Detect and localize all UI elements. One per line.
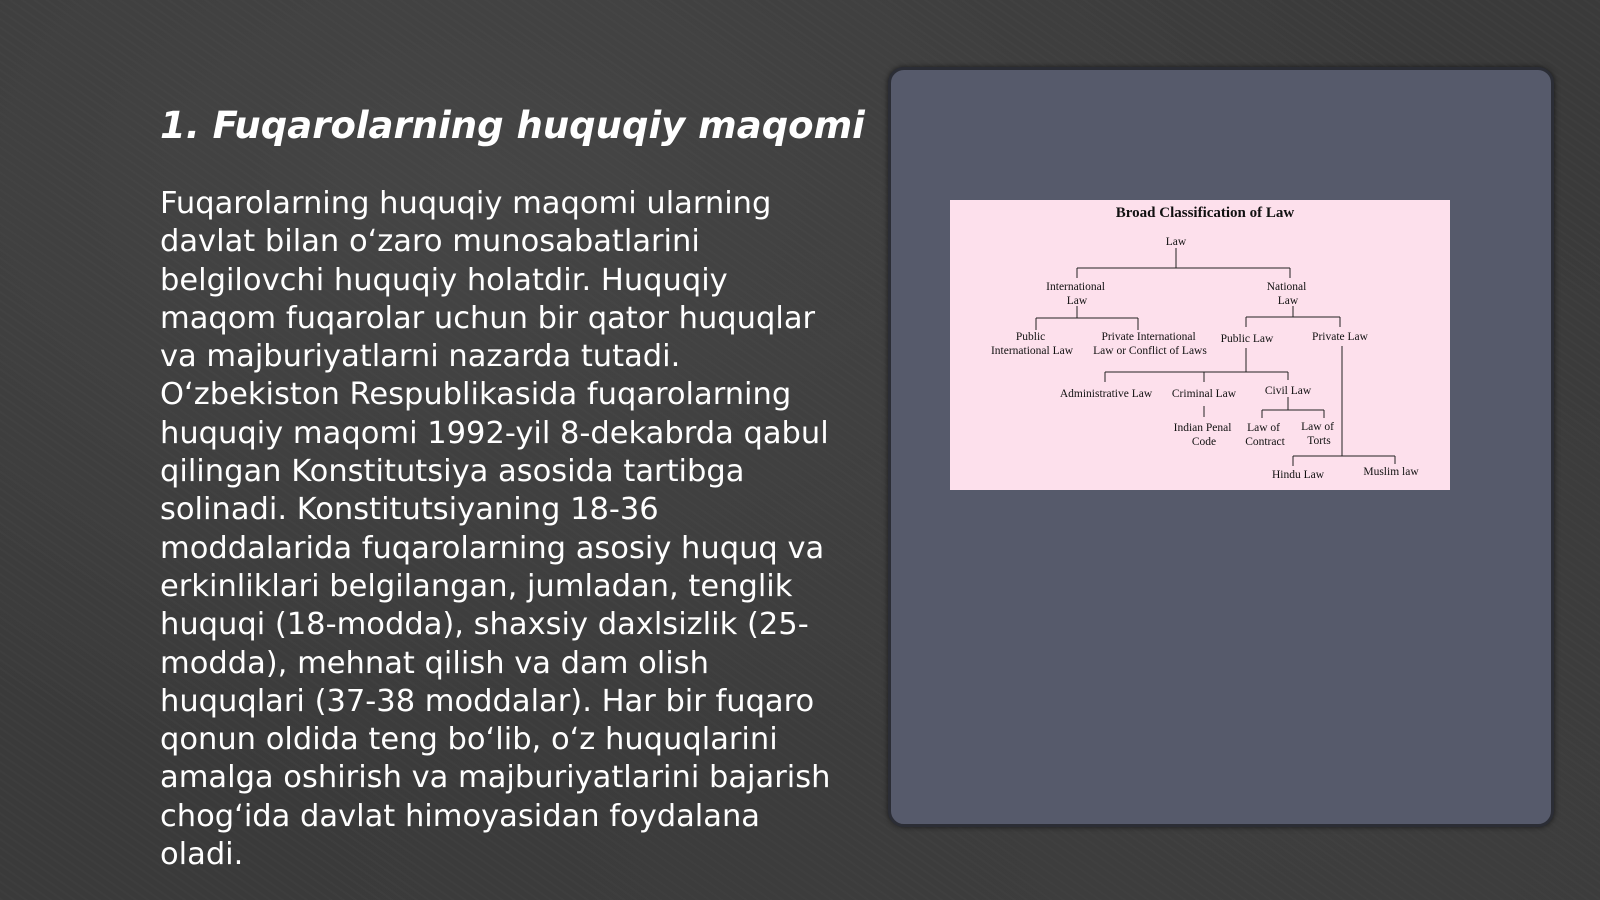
node-law-of-torts: Law of Torts <box>1301 421 1335 447</box>
diagram-title: Broad Classification of Law <box>1115 205 1295 221</box>
node-administrative-law: Administrative Law <box>1059 388 1153 400</box>
slide-title: 1. Fuqarolarning huquqiy maqomi <box>160 104 865 147</box>
node-indian-penal-code: Indian Penal Code <box>1173 422 1232 448</box>
node-public-international-law: Public International Law <box>990 331 1074 357</box>
node-public-law: Public Law <box>1220 333 1274 345</box>
law-classification-diagram <box>950 200 1450 490</box>
diagram-svg <box>950 200 1450 490</box>
node-law: Law <box>1165 236 1187 248</box>
node-civil-law: Civil Law <box>1264 385 1312 397</box>
slide-body-text: Fuqarolarning huquqiy maqomi ularning davlat bilan o‘zaro munosabatlarini belgilovchi huquqiy holatdir. Huquqiy maqom fuqarolar uchun bir qator huquqlar va majburiyatlarni nazarda tutadi. O‘zbekiston Respublikasida fuqarolarning huquqiy maqomi 1992-yil 8-dekabrda qabul qilingan Konstitutsiya asosida tartibga solinadi. Konstitutsiyaning 18-36 moddalarida fuqarolarning asosiy huquq va erkinliklari belgilangan, jumladan, tenglik huquqi (18-modda), shaxsiy daxlsizlik (25-modda), mehnat qilish va dam olish huquqlari (37-38 moddalar). Har bir fuqaro qonun oldida teng bo‘lib, o‘z huquqlarini amalga oshirish va majburiyatlarini bajarish chog‘ida davlat himoyasidan foydalana oladi. <box>160 186 831 873</box>
node-criminal-law: Criminal Law <box>1171 388 1237 400</box>
node-hindu-law: Hindu Law <box>1271 469 1325 481</box>
node-international-law: International Law <box>1046 281 1105 307</box>
node-law-of-contract: Law of Contract <box>1245 422 1285 448</box>
node-muslim-law: Muslim law <box>1363 466 1419 478</box>
node-private-international-law: Private International Law or Conflict of Laws <box>1093 331 1207 357</box>
node-national-law: National Law <box>1266 281 1307 307</box>
node-private-law: Private Law <box>1312 331 1368 343</box>
